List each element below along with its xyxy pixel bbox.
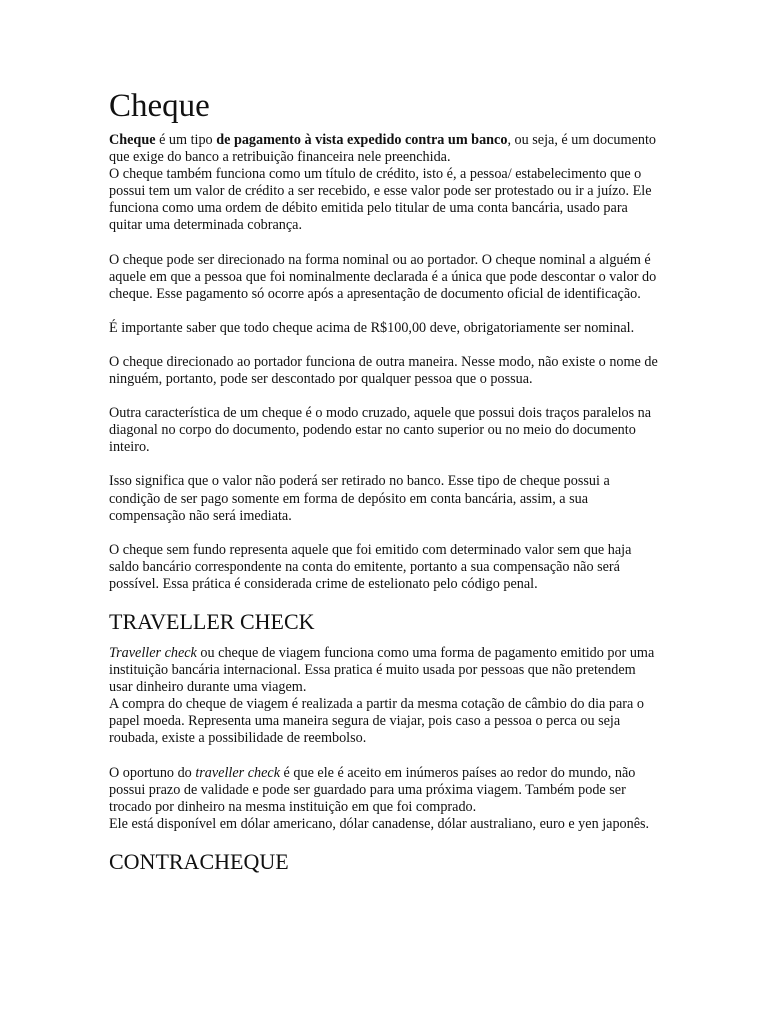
document-page bbox=[109, 84, 661, 885]
traveller-text-2a: O oportuno do bbox=[109, 764, 196, 781]
traveller-text-2b: é que ele é aceito em inúmeros países ao redor do mundo, não possui prazo de validade e pode ser guardado para uma próxima viagem. Também pode ser trocado por dinheiro na mesma instituição em que foi comprado. bbox=[109, 764, 636, 815]
traveller-paragraph-2 bbox=[109, 765, 661, 833]
traveller-line-2: A compra do cheque de viagem é realizada a partir da mesma cotação de câmbio do dia para o papel moeda. Representa uma maneira segura de viajar, pois caso a pessoa o perca ou seja roubada, existe a possibilidade de reembolso. bbox=[109, 696, 644, 747]
intro-text-1: é um tipo bbox=[155, 132, 217, 148]
paragraph-nominal-rule: É importante saber que todo cheque acima de R$100,00 deve, obrigatoriamente ser nominal. bbox=[109, 319, 635, 336]
paragraph-portador: O cheque direcionado ao portador funciona de outra maneira. Nesse modo, não existe o nome de ninguém, portanto, pode ser descontado por qualquer pessoa que o possua. bbox=[109, 353, 658, 388]
intro-paragraph bbox=[109, 132, 661, 235]
traveller-text-1: ou cheque de viagem funciona como uma forma de pagamento emitido por uma instituição bancária internacional. Essa pratica é muito usada por pessoas que não pretendem usar dinheiro durante uma viagem. bbox=[109, 644, 655, 696]
paragraph-sem-fundo: O cheque sem fundo representa aquele que foi emitido com determinado valor sem que haja saldo bancário correspondente na conta do emitente, portanto a sua compensação não será possível. Essa prática é considerada crime de estelionato pelo código penal. bbox=[109, 541, 632, 592]
traveller-line-3: Ele está disponível em dólar americano, dólar canadense, dólar australiano, euro e yen japonês. bbox=[109, 815, 650, 832]
paragraph-deposito: Isso significa que o valor não poderá ser retirado no banco. Esse tipo de cheque possui a condição de ser pago somente em forma de depósito em conta bancária, assim, a sua compensação não será imediata. bbox=[109, 473, 610, 524]
intro-text-2: , ou seja, é um documento que exige do banco a retribuição financeira nele preenchida. bbox=[109, 132, 656, 166]
traveller-term-2: traveller check bbox=[195, 764, 280, 781]
traveller-term: Traveller check bbox=[109, 644, 197, 661]
paragraph-nominal: O cheque pode ser direcionado na forma nominal ou ao portador. O cheque nominal a alguém é aquele em que a pessoa que foi nominalmente declarada é a única que pode descontar o valor do cheque. Esse pagamento só ocorre após a apresentação de documento oficial de identificação. bbox=[109, 251, 657, 302]
section-heading-traveller: TRAVELLER CHECK bbox=[109, 608, 315, 634]
section-heading-contracheque: CONTRACHEQUE bbox=[109, 848, 289, 874]
intro-line-2: O cheque também funciona como um título de crédito, isto é, a pessoa/ estabelecimento que o possui tem um valor de crédito a ser recebido, e esse valor pode ser protestado ou ir a juízo. Ele funciona como uma ordem de débito emitida pelo titular de uma conta bancária, usado para quitar uma determinada cobrança. bbox=[109, 166, 652, 234]
intro-bold-phrase: de pagamento à vista expedido contra um banco bbox=[216, 132, 508, 148]
paragraph-cruzado: Outra característica de um cheque é o modo cruzado, aquele que possui dois traços paralelos na diagonal no corpo do documento, podendo estar no canto superior ou no meio do documento inteiro. bbox=[109, 405, 652, 456]
page-title: Cheque bbox=[109, 88, 210, 124]
traveller-paragraph-1 bbox=[109, 645, 661, 748]
intro-term: Cheque bbox=[109, 132, 156, 148]
